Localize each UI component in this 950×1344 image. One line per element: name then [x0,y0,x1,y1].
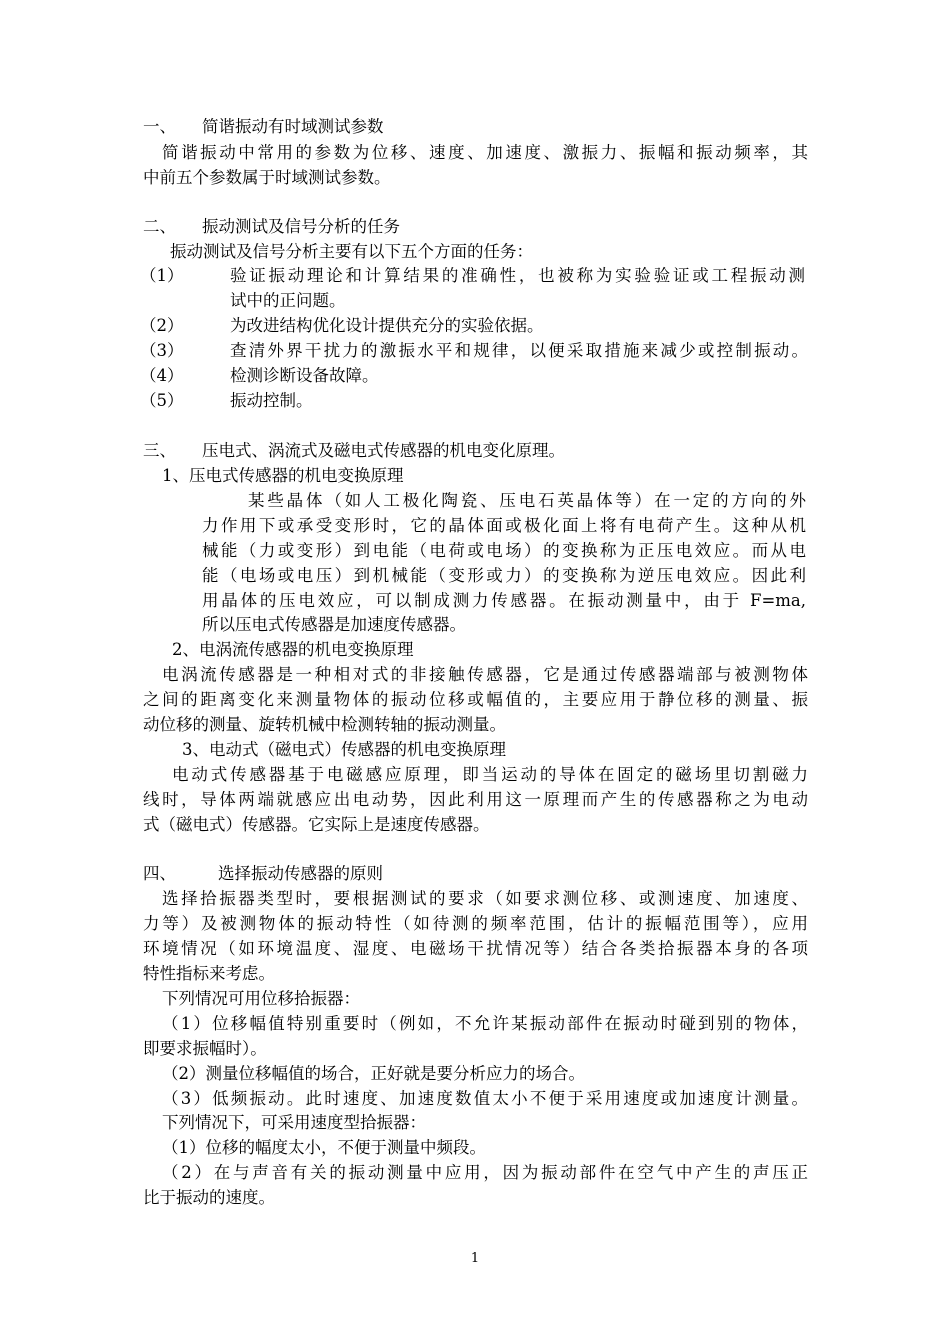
task-item-number: （5） [140,391,184,410]
section-4-paragraph-line: 选择拾振器类型时，要根据测试的要求（如要求测位移、或测速度、加速度、 [162,889,808,908]
task-item-text: 为改进结构优化设计提供充分的实验依据。 [230,316,544,335]
velocity-intro: 下列情况下，可采用速度型拾振器： [162,1113,426,1132]
displacement-item: （1）位移幅值特别重要时（例如，不允许某振动部件在振动时碰到别的物体， [162,1014,808,1033]
task-item-text: 试中的正问题。 [230,291,346,310]
task-item-text: 检测诊断设备故障。 [230,366,379,385]
subsection-1-paragraph-line: 力作用下或承受变形时，它的晶体面或极化面上将有电荷产生。这种从机 [202,516,806,535]
displacement-item: （3）低频振动。此时速度、加速度数值太小不便于采用速度或加速度计测量。 [162,1089,808,1108]
section-2-number: 二、 [143,217,176,236]
task-item-number: （3） [140,341,184,360]
displacement-item: 即要求振幅时）。 [143,1039,267,1058]
subsection-1-paragraph-line: 用晶体的压电效应，可以制成测力传感器。在振动测量中，由于 F=ma, [202,591,806,610]
section-2-intro: 振动测试及信号分析主要有以下五个方面的任务： [170,242,533,261]
task-item-number: （1） [140,266,184,285]
task-item-text: 振动控制。 [230,391,313,410]
subsection-2-paragraph-line: 之间的距离变化来测量物体的振动位移或幅值的，主要应用于静位移的测量、振 [143,690,808,709]
task-item-number: （2） [140,316,184,335]
subsection-1-paragraph-line: 械能（力或变形）到电能（电荷或电场）的变换称为正压电效应。而从电 [202,541,806,560]
section-1-paragraph-line: 中前五个参数属于时域测试参数。 [143,168,391,187]
section-4-paragraph-line: 环境情况（如环境温度、湿度、电磁场干扰情况等）结合各类拾振器本身的各项 [143,939,808,958]
subsection-1-paragraph-line: 所以压电式传感器是加速度传感器。 [202,615,466,634]
displacement-item: （2）测量位移幅值的场合，正好就是要分析应力的场合。 [162,1064,585,1083]
task-item-number: （4） [140,366,184,385]
subsection-3-paragraph-line: 式（磁电式）传感器。它实际上是速度传感器。 [143,815,490,834]
section-1-number: 一、 [143,117,176,136]
subsection-1-paragraph-line: 某些晶体（如人工极化陶瓷、压电石英晶体等）在一定的方向的外 [248,491,806,510]
section-3-number: 三、 [143,441,176,460]
subsection-2-title: 2、电涡流传感器的机电变换原理 [172,640,414,659]
section-4-number: 四、 [143,864,176,883]
subsection-1-title: 1、压电式传感器的机电变换原理 [162,466,404,485]
task-item-text: 验证振动理论和计算结果的准确性，也被称为实验验证或工程振动测 [230,266,805,285]
velocity-item: （1）位移的幅度太小，不便于测量中频段。 [162,1138,486,1157]
velocity-item: （2）在与声音有关的振动测量中应用，因为振动部件在空气中产生的声压正 [162,1163,808,1182]
section-4-paragraph-line: 力等）及被测物体的振动特性（如待测的频率范围，估计的振幅范围等），应用 [143,914,808,933]
section-1-paragraph-line: 简谐振动中常用的参数为位移、速度、加速度、激振力、振幅和振动频率，其 [162,143,808,162]
subsection-1-paragraph-line: 能（电场或电压）到机械能（变形或力）的变换称为逆压电效应。因此利 [202,566,806,585]
subsection-3-paragraph-line: 电动式传感器基于电磁感应原理，即当运动的导体在固定的磁场里切割磁力 [172,765,808,784]
subsection-3-title: 3、电动式（磁电式）传感器的机电变换原理 [182,740,506,759]
subsection-2-paragraph-line: 电涡流传感器是一种相对式的非接触传感器，它是通过传感器端部与被测物体 [162,665,808,684]
displacement-intro: 下列情况可用位移拾振器： [162,989,360,1008]
section-1-heading: 简谐振动有时域测试参数 [202,117,384,136]
velocity-item: 比于振动的速度。 [143,1188,275,1207]
task-item-text: 查清外界干扰力的激振水平和规律，以便采取措施来减少或控制振动。 [230,341,808,360]
subsection-2-paragraph-line: 动位移的测量、旋转机械中检测转轴的振动测量。 [143,715,506,734]
section-3-heading: 压电式、涡流式及磁电式传感器的机电变化原理。 [202,441,565,460]
section-2-heading: 振动测试及信号分析的任务 [202,217,400,236]
subsection-3-paragraph-line: 线时，导体两端就感应出电动势，因此利用这一原理而产生的传感器称之为电动 [143,790,808,809]
page-number: 1 [470,1251,480,1266]
section-4-paragraph-line: 特性指标来考虑。 [143,964,275,983]
section-4-heading: 选择振动传感器的原则 [218,864,383,883]
